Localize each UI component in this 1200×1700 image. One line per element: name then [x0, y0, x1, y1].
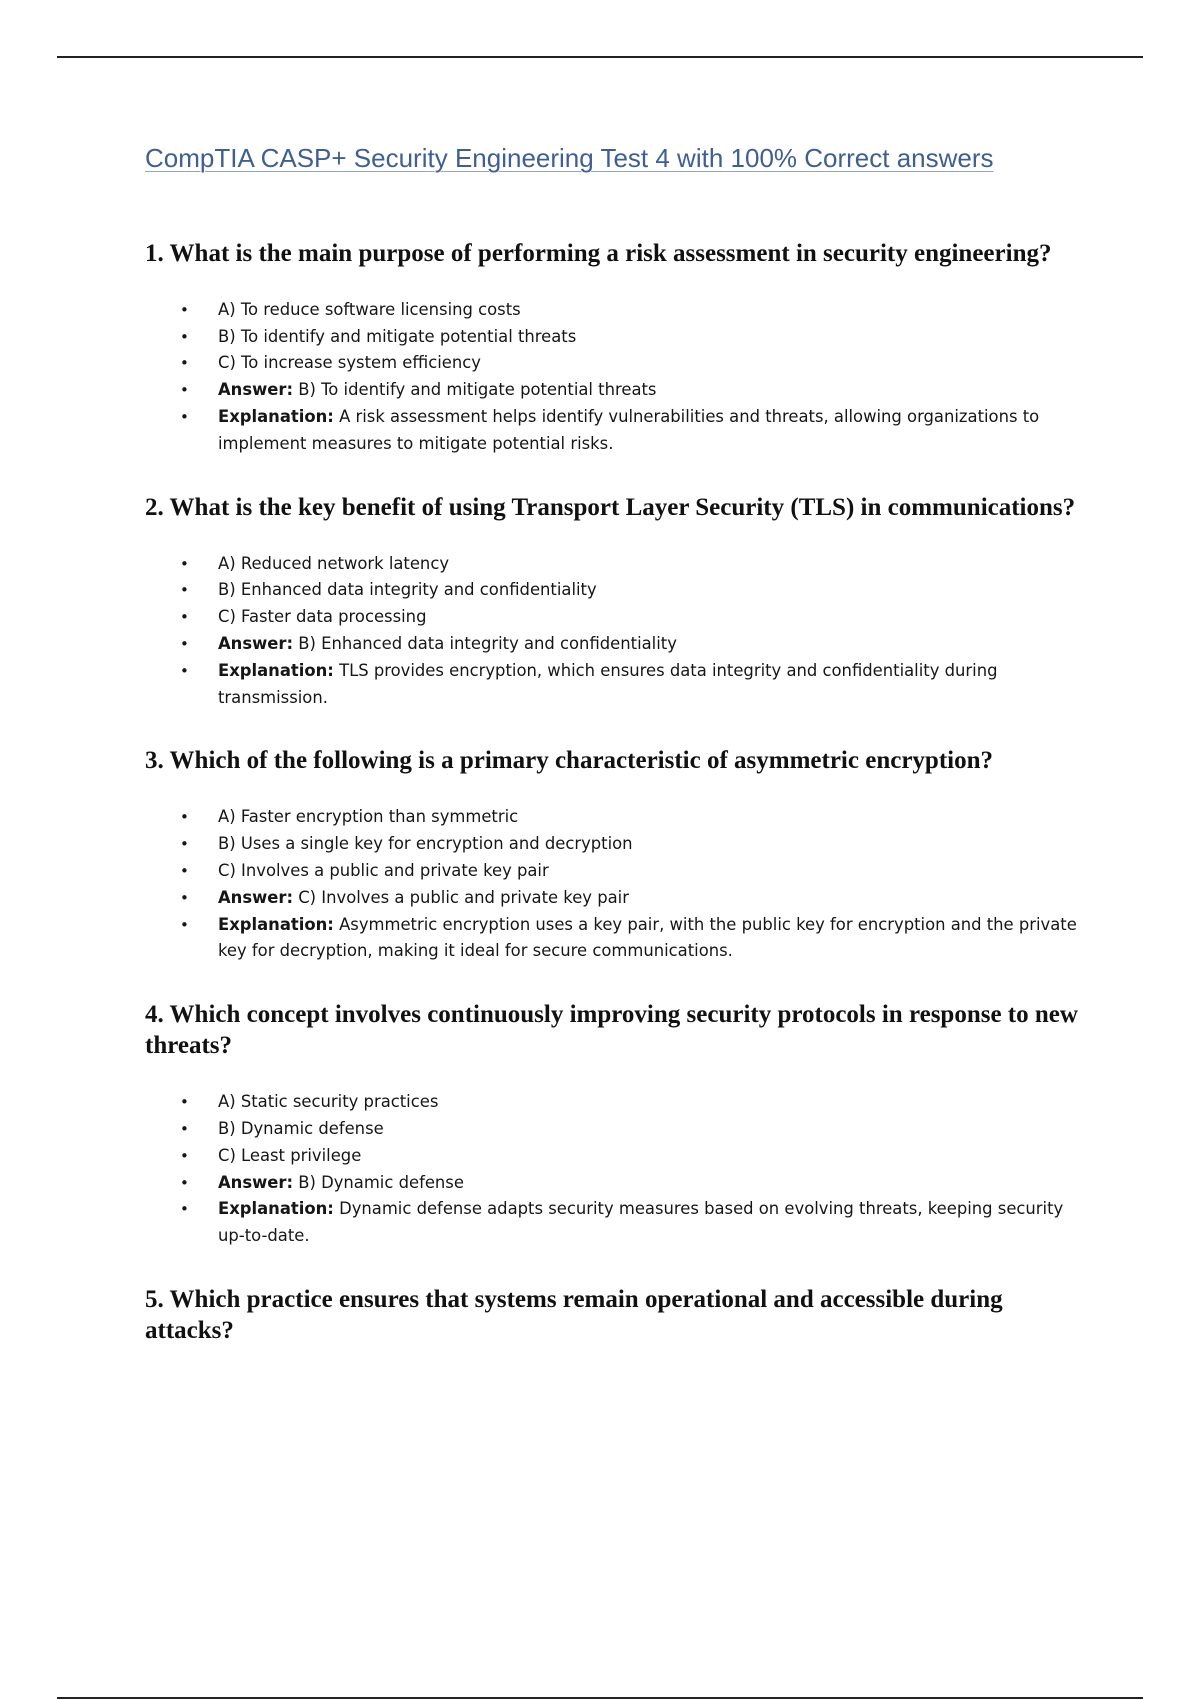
bullet-icon: •	[180, 1200, 189, 1219]
explanation-line	[180, 404, 1085, 458]
answer-text: B) Dynamic defense	[298, 1172, 464, 1192]
bullet-icon: •	[180, 354, 189, 373]
option-b: • B) Dynamic defense	[218, 1116, 1085, 1143]
explanation-text: Dynamic defense adapts security measures based on evolving threats, keeping security up-to-date.	[218, 1199, 1064, 1246]
answer-line	[180, 631, 1085, 658]
option-a: • A) Faster encryption than symmetric	[218, 804, 1085, 831]
question-heading: 1. What is the main purpose of performing a risk assessment in security engineering?	[145, 239, 1052, 267]
document-title: CompTIA CASP+ Security Engineering Test 4 with 100% Correct answers	[145, 143, 994, 173]
bullet-icon: •	[180, 634, 189, 653]
question-heading: 5. Which practice ensures that systems remain operational and accessible during attacks?	[145, 1285, 1003, 1344]
bullet-icon: •	[180, 888, 189, 907]
bullet-icon: •	[180, 808, 189, 827]
bullet-icon: •	[180, 1173, 189, 1192]
bullet-icon: •	[180, 835, 189, 854]
bullet-icon: •	[180, 1093, 189, 1112]
explanation-line	[180, 912, 1085, 966]
answer-text: B) To identify and mitigate potential threats	[298, 380, 657, 400]
bullet-icon: •	[180, 608, 189, 627]
bullet-icon: •	[180, 407, 189, 426]
bullet-icon: •	[180, 661, 189, 680]
option-b: • B) To identify and mitigate potential threats	[218, 324, 1085, 351]
option-a: • A) To reduce software licensing costs	[218, 297, 1085, 324]
document-body	[145, 142, 1085, 1380]
explanation-text: Asymmetric encryption uses a key pair, with the public key for encryption and the private key for decryption, making it ideal for secure communications.	[218, 914, 1077, 961]
explanation-label: Explanation:	[218, 914, 334, 934]
option-list	[145, 551, 1085, 712]
option-b: • B) Enhanced data integrity and confidentiality	[218, 577, 1085, 604]
bullet-icon: •	[180, 915, 189, 934]
question-2	[145, 492, 1085, 712]
header-rule	[57, 56, 1143, 58]
option-c: • C) Involves a public and private key pair	[218, 858, 1085, 885]
footer-rule	[57, 1697, 1143, 1699]
option-list	[145, 297, 1085, 458]
question-heading: 2. What is the key benefit of using Transport Layer Security (TLS) in communications?	[145, 493, 1076, 521]
bullet-icon: •	[180, 554, 189, 573]
option-list	[145, 804, 1085, 965]
bullet-icon: •	[180, 1146, 189, 1165]
explanation-label: Explanation:	[218, 660, 334, 680]
option-a: • A) Static security practices	[218, 1089, 1085, 1116]
answer-line	[180, 377, 1085, 404]
option-b: • B) Uses a single key for encryption and decryption	[218, 831, 1085, 858]
answer-line	[180, 885, 1085, 912]
question-5	[145, 1284, 1085, 1346]
answer-line	[180, 1170, 1085, 1197]
option-c: • C) Least privilege	[218, 1143, 1085, 1170]
option-c: • C) To increase system efficiency	[218, 350, 1085, 377]
explanation-text: TLS provides encryption, which ensures data integrity and confidentiality during transmission.	[218, 660, 998, 707]
explanation-line	[180, 1196, 1085, 1250]
answer-label: Answer:	[218, 380, 294, 400]
explanation-label: Explanation:	[218, 406, 334, 426]
question-1	[145, 238, 1085, 458]
question-heading: 4. Which concept involves continuously improving security protocols in response to new threats?	[145, 1001, 1078, 1060]
bullet-icon: •	[180, 327, 189, 346]
bullet-icon: •	[180, 861, 189, 880]
explanation-label: Explanation:	[218, 1199, 334, 1219]
question-3	[145, 745, 1085, 965]
bullet-icon: •	[180, 1119, 189, 1138]
bullet-icon: •	[180, 581, 189, 600]
option-list	[145, 1089, 1085, 1250]
answer-text: B) Enhanced data integrity and confidentiality	[298, 633, 677, 653]
explanation-line	[180, 658, 1085, 712]
question-heading: 3. Which of the following is a primary characteristic of asymmetric encryption?	[145, 747, 993, 775]
bullet-icon: •	[180, 381, 189, 400]
question-4	[145, 999, 1085, 1250]
answer-label: Answer:	[218, 1172, 294, 1192]
answer-text: C) Involves a public and private key pair	[298, 887, 629, 907]
option-a: • A) Reduced network latency	[218, 551, 1085, 578]
explanation-text: A risk assessment helps identify vulnerabilities and threats, allowing organizations to implement measures to mitigate potential risks.	[218, 406, 1040, 453]
bullet-icon: •	[180, 300, 189, 319]
answer-label: Answer:	[218, 633, 294, 653]
answer-label: Answer:	[218, 887, 294, 907]
option-c: • C) Faster data processing	[218, 604, 1085, 631]
